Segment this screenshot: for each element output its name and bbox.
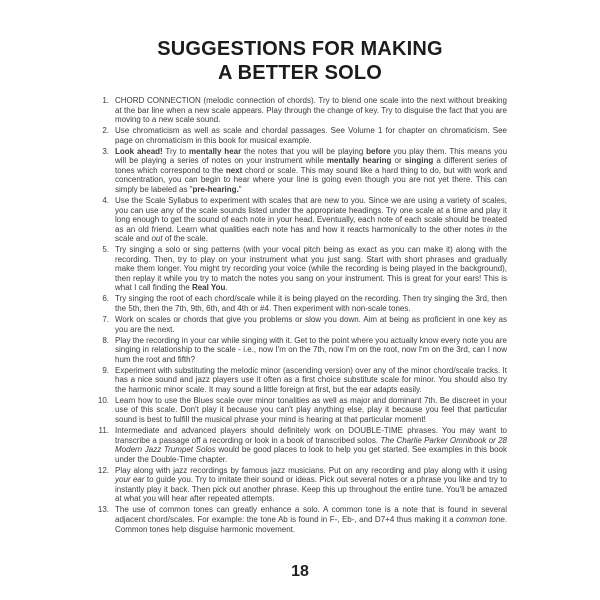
list-item-number: 9. xyxy=(102,365,109,375)
list-item-number: 8. xyxy=(102,335,109,345)
text-segment: chord or scale. This may sound like a hard thing to do, but with work and concentration, you can begin to hear where your line is going even though you are not yet there. This can simply be labeled as " xyxy=(115,165,508,194)
text-segment: or xyxy=(486,435,499,445)
list-item-number: 5. xyxy=(102,245,109,255)
text-segment: " xyxy=(238,184,242,194)
text-segment: would be good places to look to help you get started. See examples in this book under the Double-Time chapter. xyxy=(115,445,507,464)
text-segment: of the scale. xyxy=(162,234,208,244)
text-segment: mentally hearing xyxy=(326,156,392,166)
page-title-line2: A BETTER SOLO xyxy=(217,62,383,84)
list-item xyxy=(93,126,507,145)
list-item-text xyxy=(115,466,507,504)
list-item-text xyxy=(115,294,507,313)
list-item xyxy=(93,336,507,365)
text-segment: . xyxy=(225,283,228,293)
suggestions-list xyxy=(93,96,507,534)
text-segment: out xyxy=(151,234,163,244)
page-title-line1: SUGGESTIONS FOR MAKING xyxy=(157,38,443,60)
text-segment: Look ahead! xyxy=(115,146,163,156)
text-segment: Real You xyxy=(191,283,226,293)
text-segment: Play along with jazz recordings by famous jazz musicians. Put on any recording and play along with it using xyxy=(115,465,507,475)
list-item-number: 3. xyxy=(102,146,109,156)
list-item-number: 2. xyxy=(102,126,109,136)
text-segment: pre-hearing. xyxy=(192,184,239,194)
text-segment: to guide you. Try to imitate their sound or ideas. Pick out several notes or a phrase you like and try to instantly play it back. Then pick out another phrase. Keep this up throughout the entire tune. You'll be amazed at what you will hear after repeated attempts. xyxy=(115,475,507,504)
list-item-number: 13. xyxy=(97,505,109,515)
text-segment: Learn how to use the Blues scale over minor tonalities as well as major and dominant 7th. Be discreet in your use of this scale. Don't play it because you can't play anything else, play it because you feel that particular sound is best to fulfill the musical phrase your mind is hearing at that particular moment! xyxy=(115,395,507,424)
text-segment: Try singing the root of each chord/scale while it is being played on the recording. Then try singing the 3rd, then the 5th, then the 7th, 9th, 6th, and 4th or #4. Then experiment with non-scale tones. xyxy=(115,294,507,313)
list-item xyxy=(93,294,507,313)
text-segment: or xyxy=(391,156,405,166)
list-item-number: 12. xyxy=(97,465,109,475)
text-segment: the notes that you will be playing xyxy=(241,146,367,156)
list-item-text xyxy=(115,505,507,534)
list-item-number: 7. xyxy=(102,315,109,325)
list-item xyxy=(93,245,507,293)
text-segment: the scale and xyxy=(115,224,508,244)
list-item-number: 6. xyxy=(102,294,109,304)
text-segment: . Common tones help disguise harmonic movement. xyxy=(115,514,508,534)
list-item-text xyxy=(115,196,507,244)
list-item-text xyxy=(115,396,507,425)
list-item-number: 11. xyxy=(98,426,109,436)
list-item-text xyxy=(115,336,507,365)
text-segment: your ear xyxy=(115,475,145,485)
text-segment: Experiment with substituting the melodic minor (ascending version) over any of the minor chord/scale tracks. It has a nice sound and jazz players use it often as a first choice substitute scale for minor. You should also try the harmonic minor scale. It may sound a little foreign at first, but the ear adapts easily. xyxy=(115,365,507,394)
text-segment: Play the recording in your car while singing with it. Get to the point where you actually know every note you are singing in relationship to the scale - i.e., now I'm on the 7th, now I'm on the root, now I'm on the 3rd, can I now hum the root and fifth? xyxy=(115,335,507,364)
list-item-text xyxy=(115,315,507,334)
list-item xyxy=(93,396,507,425)
text-segment: CHORD CONNECTION (melodic connection of chords). Try to blend one scale into the next without breaking at the bar line when a new scale appears. Play through the change of key. Try to disguise the fact that you are moving to a new scale sound. xyxy=(115,96,507,125)
list-item-text xyxy=(115,366,507,395)
list-item-text xyxy=(115,126,507,145)
text-segment: a different series of tones which correspond to the xyxy=(115,156,508,175)
text-segment: you play them. This means you will be playing a series of notes on your instrument while xyxy=(115,146,508,166)
text-segment: in xyxy=(486,224,494,234)
list-item xyxy=(93,366,507,395)
list-item xyxy=(93,505,507,534)
text-segment: Try to xyxy=(162,146,190,156)
page-number: 18 xyxy=(291,563,309,580)
list-item-text xyxy=(115,147,507,195)
text-segment: Use chromaticism as well as scale and chordal passages. See Volume 1 for chapter on chromaticism. See page on chromaticism in this book for musical example. xyxy=(115,126,507,145)
text-segment: 28 Modern Jazz Trumpet Solos xyxy=(115,435,508,455)
list-item-text xyxy=(115,426,507,464)
list-item-number: 4. xyxy=(102,195,109,205)
text-segment: next xyxy=(225,165,243,175)
list-item xyxy=(93,147,507,195)
text-segment: singing xyxy=(404,156,434,166)
list-item xyxy=(93,466,507,504)
list-item xyxy=(93,315,507,334)
page-title xyxy=(0,0,600,85)
text-segment: The use of common tones can greatly enhance a solo. A common tone is a note that is found in several adjacent chord/scales. For example: the tone Ab is found in F-, Eb-, and D7+4 thus making it a xyxy=(115,505,507,524)
list-item xyxy=(93,196,507,244)
list-item xyxy=(93,96,507,125)
text-segment: mentally hear xyxy=(189,146,242,156)
text-segment: Use the Scale Syllabus to experiment with scales that are new to you. Since we are using a variety of scales, you can use any of the scale sounds listed under the appropriate headings. Try one scale at a time and play it long enough to get the sound of each note in your head. Eventually, each note of each scale should be treated as an old friend. Learn what qualities each note has and how it reacts harmonically to the other notes xyxy=(115,195,507,234)
list-item-text xyxy=(115,245,507,293)
text-segment: The Charlie Parker Omnibook xyxy=(380,435,487,445)
text-segment: Work on scales or chords that give you problems or slow you down. Aim at being as proficient in one key as you are the next. xyxy=(115,315,507,334)
list-item xyxy=(93,426,507,464)
list-item-text xyxy=(115,96,507,125)
text-segment: Intermediate and advanced players should definitely work on DOUBLE-TIME phrases. You may want to transcribe a passage off a recording or look in a book of transcribed solos. xyxy=(115,426,507,445)
text-segment: Try singing a solo or sing patterns (with your vocal pitch being as exact as you can make it) along with the recording. Then, try to play on your instrument what you just sang. Start with short phrases and gradually make them longer. You might try recording your voice (while the recording is being played in the background), then replay it while you try to match the notes you sang on your instrument. This is great for your ears! This is what I call finding the xyxy=(115,245,507,293)
text-segment: common tone xyxy=(456,514,505,524)
list-item-number: 10. xyxy=(97,395,109,405)
list-item-number: 1. xyxy=(102,96,109,105)
text-segment: before xyxy=(366,146,391,156)
